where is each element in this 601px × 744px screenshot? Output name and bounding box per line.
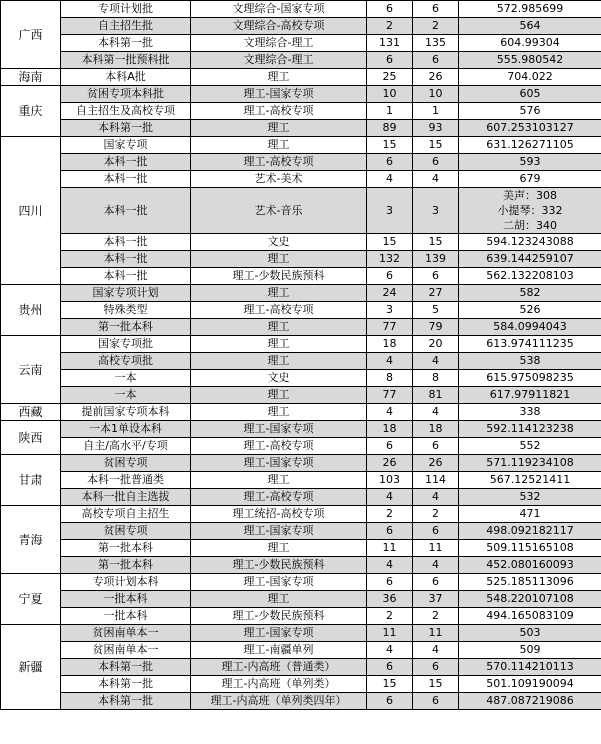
plan-count-cell: 6 (367, 52, 413, 69)
plan-count-cell: 18 (367, 336, 413, 353)
plan-count-cell: 26 (367, 455, 413, 472)
batch-cell: 高校专项自主招生 (61, 506, 191, 523)
plan-count-cell: 2 (367, 18, 413, 35)
table-row (1, 353, 601, 370)
province-cell: 甘肃 (1, 455, 61, 506)
batch-cell: 本科A批 (61, 69, 191, 86)
province-cell: 贵州 (1, 285, 61, 336)
score-cell: 471 (459, 506, 601, 523)
category-cell: 理工-国家专项 (191, 574, 367, 591)
admitted-count-cell: 6 (413, 154, 459, 171)
batch-cell: 第一批本科 (61, 540, 191, 557)
score-cell: 525.185113096 (459, 574, 601, 591)
score-cell: 605 (459, 86, 601, 103)
plan-count-cell: 6 (367, 693, 413, 710)
plan-count-cell: 2 (367, 506, 413, 523)
batch-cell: 一批本科 (61, 591, 191, 608)
province-cell: 陕西 (1, 421, 61, 455)
admitted-count-cell: 139 (413, 251, 459, 268)
plan-count-cell: 11 (367, 625, 413, 642)
category-cell: 理工统招-高校专项 (191, 506, 367, 523)
plan-count-cell: 6 (367, 574, 413, 591)
batch-cell: 贫困南单本一 (61, 625, 191, 642)
admitted-count-cell: 4 (413, 404, 459, 421)
category-cell: 理工 (191, 285, 367, 302)
category-cell: 理工 (191, 404, 367, 421)
batch-cell: 本科第一批 (61, 120, 191, 137)
batch-cell: 贫困专项 (61, 523, 191, 540)
score-cell: 593 (459, 154, 601, 171)
score-cell: 548.220107108 (459, 591, 601, 608)
plan-count-cell: 132 (367, 251, 413, 268)
table-row (1, 1, 601, 18)
admitted-count-cell: 5 (413, 302, 459, 319)
admitted-count-cell: 4 (413, 489, 459, 506)
category-cell: 文理综合-理工 (191, 35, 367, 52)
score-cell: 562.132208103 (459, 268, 601, 285)
batch-cell: 贫困南单本一 (61, 642, 191, 659)
plan-count-cell: 4 (367, 557, 413, 574)
score-cell: 501.109190094 (459, 676, 601, 693)
category-cell: 文理综合-理工 (191, 52, 367, 69)
plan-count-cell: 15 (367, 676, 413, 693)
score-cell: 509 (459, 642, 601, 659)
table-row (1, 18, 601, 35)
category-cell: 理工 (191, 319, 367, 336)
table-row (1, 506, 601, 523)
table-row (1, 659, 601, 676)
table-row (1, 642, 601, 659)
admitted-count-cell: 18 (413, 421, 459, 438)
category-cell: 理工 (191, 137, 367, 154)
category-cell: 理工 (191, 120, 367, 137)
score-cell: 631.126271105 (459, 137, 601, 154)
score-cell: 571.119234108 (459, 455, 601, 472)
plan-count-cell: 6 (367, 1, 413, 18)
admitted-count-cell: 1 (413, 103, 459, 120)
province-cell: 广西 (1, 1, 61, 69)
score-line: 小提琴：332 (497, 204, 563, 217)
score-cell: 613.974111235 (459, 336, 601, 353)
category-cell: 理工-高校专项 (191, 302, 367, 319)
category-cell: 文理综合-国家专项 (191, 1, 367, 18)
score-cell: 639.144259107 (459, 251, 601, 268)
category-cell: 理工 (191, 251, 367, 268)
score-cell: 584.0994043 (459, 319, 601, 336)
province-cell: 西藏 (1, 404, 61, 421)
batch-cell: 本科一批普通类 (61, 472, 191, 489)
category-cell: 理工-高校专项 (191, 489, 367, 506)
score-cell: 582 (459, 285, 601, 302)
score-cell: 704.022 (459, 69, 601, 86)
table-row (1, 268, 601, 285)
plan-count-cell: 77 (367, 319, 413, 336)
plan-count-cell: 2 (367, 608, 413, 625)
admitted-count-cell: 6 (413, 438, 459, 455)
score-cell: 572.985699 (459, 1, 601, 18)
admitted-count-cell: 27 (413, 285, 459, 302)
batch-cell: 提前国家专项本科 (61, 404, 191, 421)
admitted-count-cell: 15 (413, 234, 459, 251)
admitted-count-cell: 6 (413, 574, 459, 591)
score-cell: 567.12521411 (459, 472, 601, 489)
table-row (1, 336, 601, 353)
score-cell: 555.980542 (459, 52, 601, 69)
table-row (1, 591, 601, 608)
batch-cell: 本科第一批 (61, 659, 191, 676)
admitted-count-cell: 6 (413, 1, 459, 18)
batch-cell: 第一批本科 (61, 319, 191, 336)
admitted-count-cell: 2 (413, 506, 459, 523)
score-cell: 592.114123238 (459, 421, 601, 438)
category-cell: 文理综合-高校专项 (191, 18, 367, 35)
plan-count-cell: 11 (367, 540, 413, 557)
category-cell: 理工 (191, 540, 367, 557)
batch-cell: 本科一批 (61, 268, 191, 285)
batch-cell: 第一批本科 (61, 557, 191, 574)
plan-count-cell: 6 (367, 154, 413, 171)
batch-cell: 本科一批 (61, 188, 191, 234)
score-cell: 452.080160093 (459, 557, 601, 574)
batch-cell: 专项计划本科 (61, 574, 191, 591)
table-row (1, 455, 601, 472)
plan-count-cell: 4 (367, 489, 413, 506)
batch-cell: 国家专项 (61, 137, 191, 154)
plan-count-cell: 24 (367, 285, 413, 302)
batch-cell: 专项计划批 (61, 1, 191, 18)
batch-cell: 本科一批 (61, 234, 191, 251)
score-cell: 594.123243088 (459, 234, 601, 251)
table-row (1, 188, 601, 234)
category-cell: 理工-国家专项 (191, 455, 367, 472)
category-cell: 理工-内高班（单列类） (191, 676, 367, 693)
category-cell: 理工-内高班（单列类四年） (191, 693, 367, 710)
category-cell: 理工-国家专项 (191, 421, 367, 438)
table-row (1, 52, 601, 69)
province-cell: 新疆 (1, 625, 61, 710)
plan-count-cell: 1 (367, 103, 413, 120)
admitted-count-cell: 81 (413, 387, 459, 404)
table-row (1, 438, 601, 455)
category-cell: 艺术-美术 (191, 171, 367, 188)
table-row (1, 387, 601, 404)
plan-count-cell: 4 (367, 171, 413, 188)
admitted-count-cell: 4 (413, 642, 459, 659)
province-cell: 重庆 (1, 86, 61, 137)
category-cell: 理工 (191, 387, 367, 404)
score-cell: 576 (459, 103, 601, 120)
score-cell: 570.114210113 (459, 659, 601, 676)
batch-cell: 贫困专项本科批 (61, 86, 191, 103)
batch-cell: 本科第一批 (61, 676, 191, 693)
table-row (1, 234, 601, 251)
score-cell: 564 (459, 18, 601, 35)
admitted-count-cell: 114 (413, 472, 459, 489)
table-row (1, 404, 601, 421)
admitted-count-cell: 6 (413, 659, 459, 676)
score-cell (459, 188, 601, 234)
plan-count-cell: 8 (367, 370, 413, 387)
score-cell: 552 (459, 438, 601, 455)
province-cell: 云南 (1, 336, 61, 404)
admitted-count-cell: 11 (413, 540, 459, 557)
score-cell: 615.975098235 (459, 370, 601, 387)
table-row (1, 625, 601, 642)
table-row (1, 319, 601, 336)
score-cell: 487.087219086 (459, 693, 601, 710)
batch-cell: 本科第一批 (61, 693, 191, 710)
score-cell: 509.115165108 (459, 540, 601, 557)
category-cell: 理工-内高班（普通类） (191, 659, 367, 676)
plan-count-cell: 103 (367, 472, 413, 489)
batch-cell: 本科一批 (61, 251, 191, 268)
admitted-count-cell: 135 (413, 35, 459, 52)
category-cell: 理工-高校专项 (191, 154, 367, 171)
batch-cell: 本科一批 (61, 171, 191, 188)
category-cell: 理工 (191, 69, 367, 86)
plan-count-cell: 6 (367, 438, 413, 455)
table-row (1, 103, 601, 120)
admitted-count-cell: 2 (413, 608, 459, 625)
plan-count-cell: 36 (367, 591, 413, 608)
admitted-count-cell: 8 (413, 370, 459, 387)
category-cell: 理工 (191, 353, 367, 370)
batch-cell: 本科第一批预科批 (61, 52, 191, 69)
plan-count-cell: 6 (367, 268, 413, 285)
plan-count-cell: 10 (367, 86, 413, 103)
score-cell: 607.253103127 (459, 120, 601, 137)
batch-cell: 本科第一批 (61, 35, 191, 52)
score-cell: 617.97911821 (459, 387, 601, 404)
admitted-count-cell: 4 (413, 557, 459, 574)
category-cell: 理工-南疆单列 (191, 642, 367, 659)
table-row (1, 608, 601, 625)
table-row (1, 472, 601, 489)
table-row (1, 370, 601, 387)
batch-cell: 一批本科 (61, 608, 191, 625)
category-cell: 理工-高校专项 (191, 103, 367, 120)
admitted-count-cell: 6 (413, 693, 459, 710)
admitted-count-cell: 26 (413, 69, 459, 86)
admitted-count-cell: 79 (413, 319, 459, 336)
plan-count-cell: 4 (367, 353, 413, 370)
batch-cell: 自主招生批 (61, 18, 191, 35)
plan-count-cell: 6 (367, 659, 413, 676)
admitted-count-cell: 93 (413, 120, 459, 137)
plan-count-cell: 3 (367, 188, 413, 234)
province-cell: 青海 (1, 506, 61, 574)
category-cell: 理工-高校专项 (191, 438, 367, 455)
score-cell: 494.165083109 (459, 608, 601, 625)
table-row (1, 540, 601, 557)
province-cell: 宁夏 (1, 574, 61, 625)
table-row (1, 171, 601, 188)
category-cell: 理工 (191, 591, 367, 608)
plan-count-cell: 77 (367, 387, 413, 404)
batch-cell: 特殊类型 (61, 302, 191, 319)
admitted-count-cell: 3 (413, 188, 459, 234)
table-row (1, 154, 601, 171)
category-cell: 理工 (191, 472, 367, 489)
batch-cell: 自主/高水平/专项 (61, 438, 191, 455)
table-row (1, 302, 601, 319)
score-line: 二胡：340 (503, 219, 557, 232)
admitted-count-cell: 15 (413, 676, 459, 693)
batch-cell: 本科一批 (61, 154, 191, 171)
category-cell: 理工-少数民族预科 (191, 557, 367, 574)
score-line: 美声：308 (503, 189, 557, 202)
table-body (1, 1, 601, 710)
table-row (1, 86, 601, 103)
plan-count-cell: 15 (367, 234, 413, 251)
category-cell: 艺术-音乐 (191, 188, 367, 234)
plan-count-cell: 4 (367, 642, 413, 659)
table-row (1, 137, 601, 154)
batch-cell: 高校专项批 (61, 353, 191, 370)
province-cell: 四川 (1, 137, 61, 285)
score-cell: 503 (459, 625, 601, 642)
score-cell: 538 (459, 353, 601, 370)
admitted-count-cell: 11 (413, 625, 459, 642)
admitted-count-cell: 10 (413, 86, 459, 103)
batch-cell: 贫困专项 (61, 455, 191, 472)
plan-count-cell: 18 (367, 421, 413, 438)
category-cell: 理工-国家专项 (191, 625, 367, 642)
score-cell: 679 (459, 171, 601, 188)
admitted-count-cell: 20 (413, 336, 459, 353)
score-cell: 604.99304 (459, 35, 601, 52)
admitted-count-cell: 26 (413, 455, 459, 472)
score-cell: 526 (459, 302, 601, 319)
table-row (1, 251, 601, 268)
admitted-count-cell: 37 (413, 591, 459, 608)
admitted-count-cell: 4 (413, 353, 459, 370)
batch-cell: 一本 (61, 370, 191, 387)
category-cell: 理工-国家专项 (191, 523, 367, 540)
plan-count-cell: 89 (367, 120, 413, 137)
table-row (1, 421, 601, 438)
category-cell: 理工-国家专项 (191, 86, 367, 103)
table-row (1, 523, 601, 540)
score-cell: 338 (459, 404, 601, 421)
table-row (1, 574, 601, 591)
plan-count-cell: 4 (367, 404, 413, 421)
plan-count-cell: 3 (367, 302, 413, 319)
category-cell: 理工 (191, 336, 367, 353)
admitted-count-cell: 6 (413, 268, 459, 285)
admitted-count-cell: 2 (413, 18, 459, 35)
table-row (1, 120, 601, 137)
admitted-count-cell: 6 (413, 52, 459, 69)
table-row (1, 69, 601, 86)
admitted-count-cell: 6 (413, 523, 459, 540)
batch-cell: 本科一批自主选拔 (61, 489, 191, 506)
category-cell: 理工-少数民族预科 (191, 268, 367, 285)
plan-count-cell: 6 (367, 523, 413, 540)
table-row (1, 676, 601, 693)
score-cell: 498.092182117 (459, 523, 601, 540)
province-cell: 海南 (1, 69, 61, 86)
admitted-count-cell: 15 (413, 137, 459, 154)
category-cell: 文史 (191, 370, 367, 387)
batch-cell: 自主招生及高校专项 (61, 103, 191, 120)
plan-count-cell: 15 (367, 137, 413, 154)
table-row (1, 557, 601, 574)
table-row (1, 35, 601, 52)
table-row (1, 693, 601, 710)
category-cell: 理工-少数民族预科 (191, 608, 367, 625)
batch-cell: 国家专项计划 (61, 285, 191, 302)
batch-cell: 一本1单设本科 (61, 421, 191, 438)
plan-count-cell: 131 (367, 35, 413, 52)
score-cell: 532 (459, 489, 601, 506)
category-cell: 文史 (191, 234, 367, 251)
table-row (1, 285, 601, 302)
batch-cell: 一本 (61, 387, 191, 404)
admitted-count-cell: 4 (413, 171, 459, 188)
plan-count-cell: 25 (367, 69, 413, 86)
batch-cell: 国家专项批 (61, 336, 191, 353)
table-row (1, 489, 601, 506)
